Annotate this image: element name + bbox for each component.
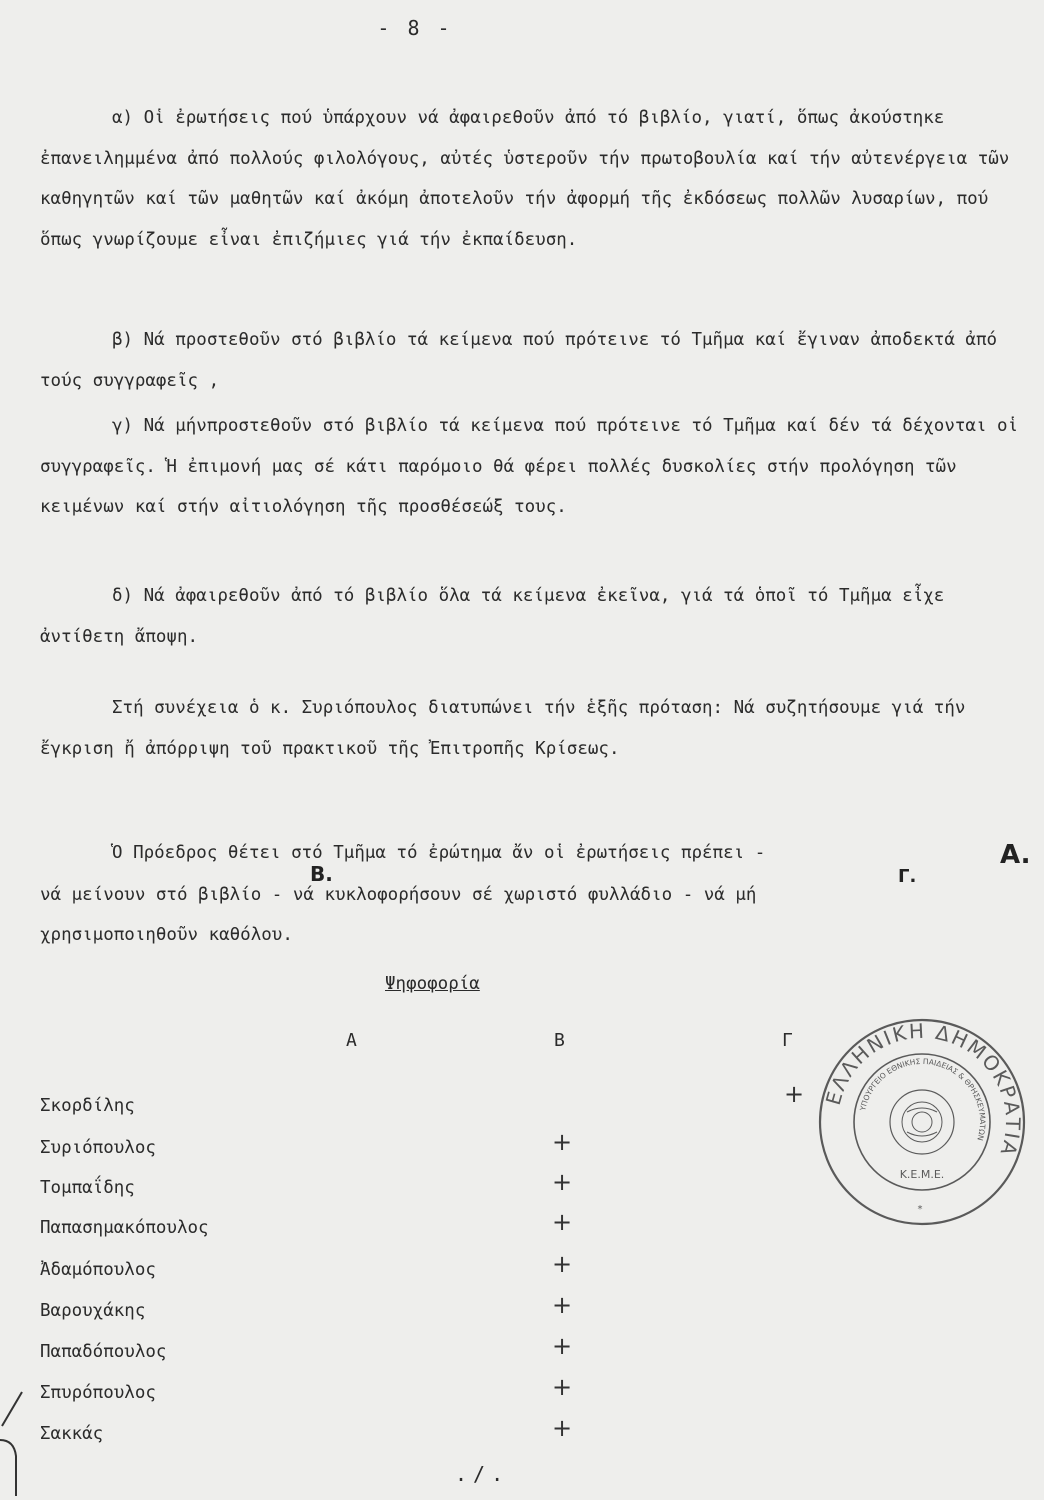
paragraph-proposal: [40, 688, 1030, 769]
vote-mark-b: +: [552, 1332, 573, 1360]
vote-mark-b: +: [552, 1373, 573, 1401]
handwritten-mark-c: Γ.: [898, 866, 917, 887]
stamp-outer-text: ΕΛΛΗΝΙΚΗ ΔΗΜΟΚΡΑΤΙΑ: [820, 1018, 1026, 1161]
vote-mark-b: +: [552, 1250, 573, 1278]
vote-row-name: Σπυρόπουλος: [40, 1383, 156, 1403]
continuation-mark: ./.: [455, 1462, 510, 1486]
handwritten-mark-b: B.: [310, 862, 333, 886]
vote-mark-b: +: [552, 1128, 573, 1156]
column-label-b: Β: [554, 1030, 565, 1051]
stamp-star-icon: *: [917, 1204, 923, 1215]
margin-pen-mark-icon: [0, 1378, 30, 1500]
vote-mark-b: +: [552, 1414, 573, 1442]
vote-row-name: Τομπαΐδης: [40, 1178, 135, 1198]
column-label-c: Γ: [782, 1030, 793, 1051]
vote-row-name: Βαρουχάκης: [40, 1301, 146, 1321]
vote-row-name: Παπασημακόπουλος: [40, 1218, 209, 1238]
paragraph-d-text: δ) Νά ἀφαιρεθοῦν ἀπό τό βιβλίο ὅλα τά κείμενα ἐκεῖνα, γιά τά ὁποῖ τό Τμῆμα εἶχε ἀντίθετη ἄποψη.: [40, 586, 945, 647]
vote-row-name: Ἀδαμόπουλος: [40, 1260, 156, 1280]
svg-text:ΕΛΛΗΝΙΚΗ ΔΗΜΟΚΡΑΤΙΑ: [821, 1019, 1025, 1160]
column-label-a: Α: [346, 1030, 357, 1051]
vote-mark-b: +: [552, 1291, 573, 1319]
paragraph-proposal-text: Στή συνέχεια ὁ κ. Συριόπουλος διατυπώνει τήν ἑξῆς πρόταση: Νά συζητήσουμε γιά τήν ἔγκριση ἤ ἀπόρριψη τοῦ πρακτικοῦ τῆς Ἐπιτροπῆς Κρίσεως.: [40, 698, 966, 759]
question-line-2: νά μείνουν στό βιβλίο - νά κυκλοφορήσουν σέ χωριστό φυλλάδιο - νά μή: [40, 885, 757, 905]
vote-row-name: Παπαδόπουλος: [40, 1342, 167, 1362]
svg-text:ΥΠΟΥΡΓΕΙΟ ΕΘΝΙΚΗΣ ΠΑΙΔΕΙΑΣ & Θ: [858, 1057, 987, 1142]
vote-row-name: Συριόπουλος: [40, 1138, 156, 1158]
vote-heading: Ψηφοφορία: [385, 974, 480, 994]
stamp-bottom-text: Κ.Ε.Μ.Ε.: [899, 1168, 945, 1181]
vote-mark-b: +: [552, 1208, 573, 1236]
vote-row-name: Σακκάς: [40, 1424, 104, 1444]
paragraph-c-text: γ) Νά μήνπροστεθοῦν στό βιβλίο τά κείμενα πού πρότεινε τό Τμῆμα καί δέν τά δέχονται οἱ συγγραφεῖς. Ἡ ἐπιμονή μας σέ κάτι παρόμοιο θά φέρει πολλές δυσκολίες στήν προλόγηση τῶν κειμένων καί στήν αἰτιολόγηση τῆς προσθέσεώξ τους.: [40, 416, 1019, 518]
paragraph-b: [40, 320, 1030, 401]
question-line-3: χρησιμοποιηθοῦν καθόλου.: [40, 925, 293, 945]
paragraph-a: [40, 98, 1030, 260]
handwritten-mark-a: A.: [1000, 840, 1031, 870]
paragraph-c: [40, 406, 1030, 528]
vote-mark-b: +: [552, 1168, 573, 1196]
vote-row-name: Σκορδίλης: [40, 1096, 135, 1116]
paragraph-a-text: α) Οἱ ἐρωτήσεις πού ὑπάρχουν νά ἀφαιρεθοῦν ἀπό τό βιβλίο, γιατί, ὅπως ἀκούστηκε ἐπανειλημμένα ἀπό πολλούς φιλολόγους, αὐτές ὑστεροῦν τήν πρωτοβουλία καί τήν αὐτενέργεια τῶν καθηγητῶν καί τῶν μαθητῶν καί ἀκόμη ἀποτελοῦν τήν ἀφορμή τῆς ἐκδόσεως πολλῶν λυσαρίων, πού ὅπως γνωρίζουμε εἶναι ἐπιζήμιες γιά τήν ἐκπαίδευση.: [40, 108, 1010, 250]
question-line-1: Ὁ Πρόεδρος θέτει στό Τμῆμα τό ἐρώτημα ἄν οἱ ἐρωτήσεις πρέπει -: [112, 843, 766, 863]
vote-mark-c: +: [784, 1080, 805, 1108]
paragraph-d: [40, 576, 1030, 657]
paragraph-b-text: β) Νά προστεθοῦν στό βιβλίο τά κείμενα πού πρότεινε τό Τμῆμα καί ἔγιναν ἀποδεκτά ἀπό τούς συγγραφεῖς ,: [40, 330, 998, 391]
official-stamp: [812, 1012, 1032, 1232]
stamp-inner-text: ΥΠΟΥΡΓΕΙΟ ΕΘΝΙΚΗΣ ΠΑΙΔΕΙΑΣ & ΘΡΗΣΚΕΥΜΑΤΩΝ: [858, 1056, 988, 1142]
page-number: - 8 -: [377, 16, 453, 40]
